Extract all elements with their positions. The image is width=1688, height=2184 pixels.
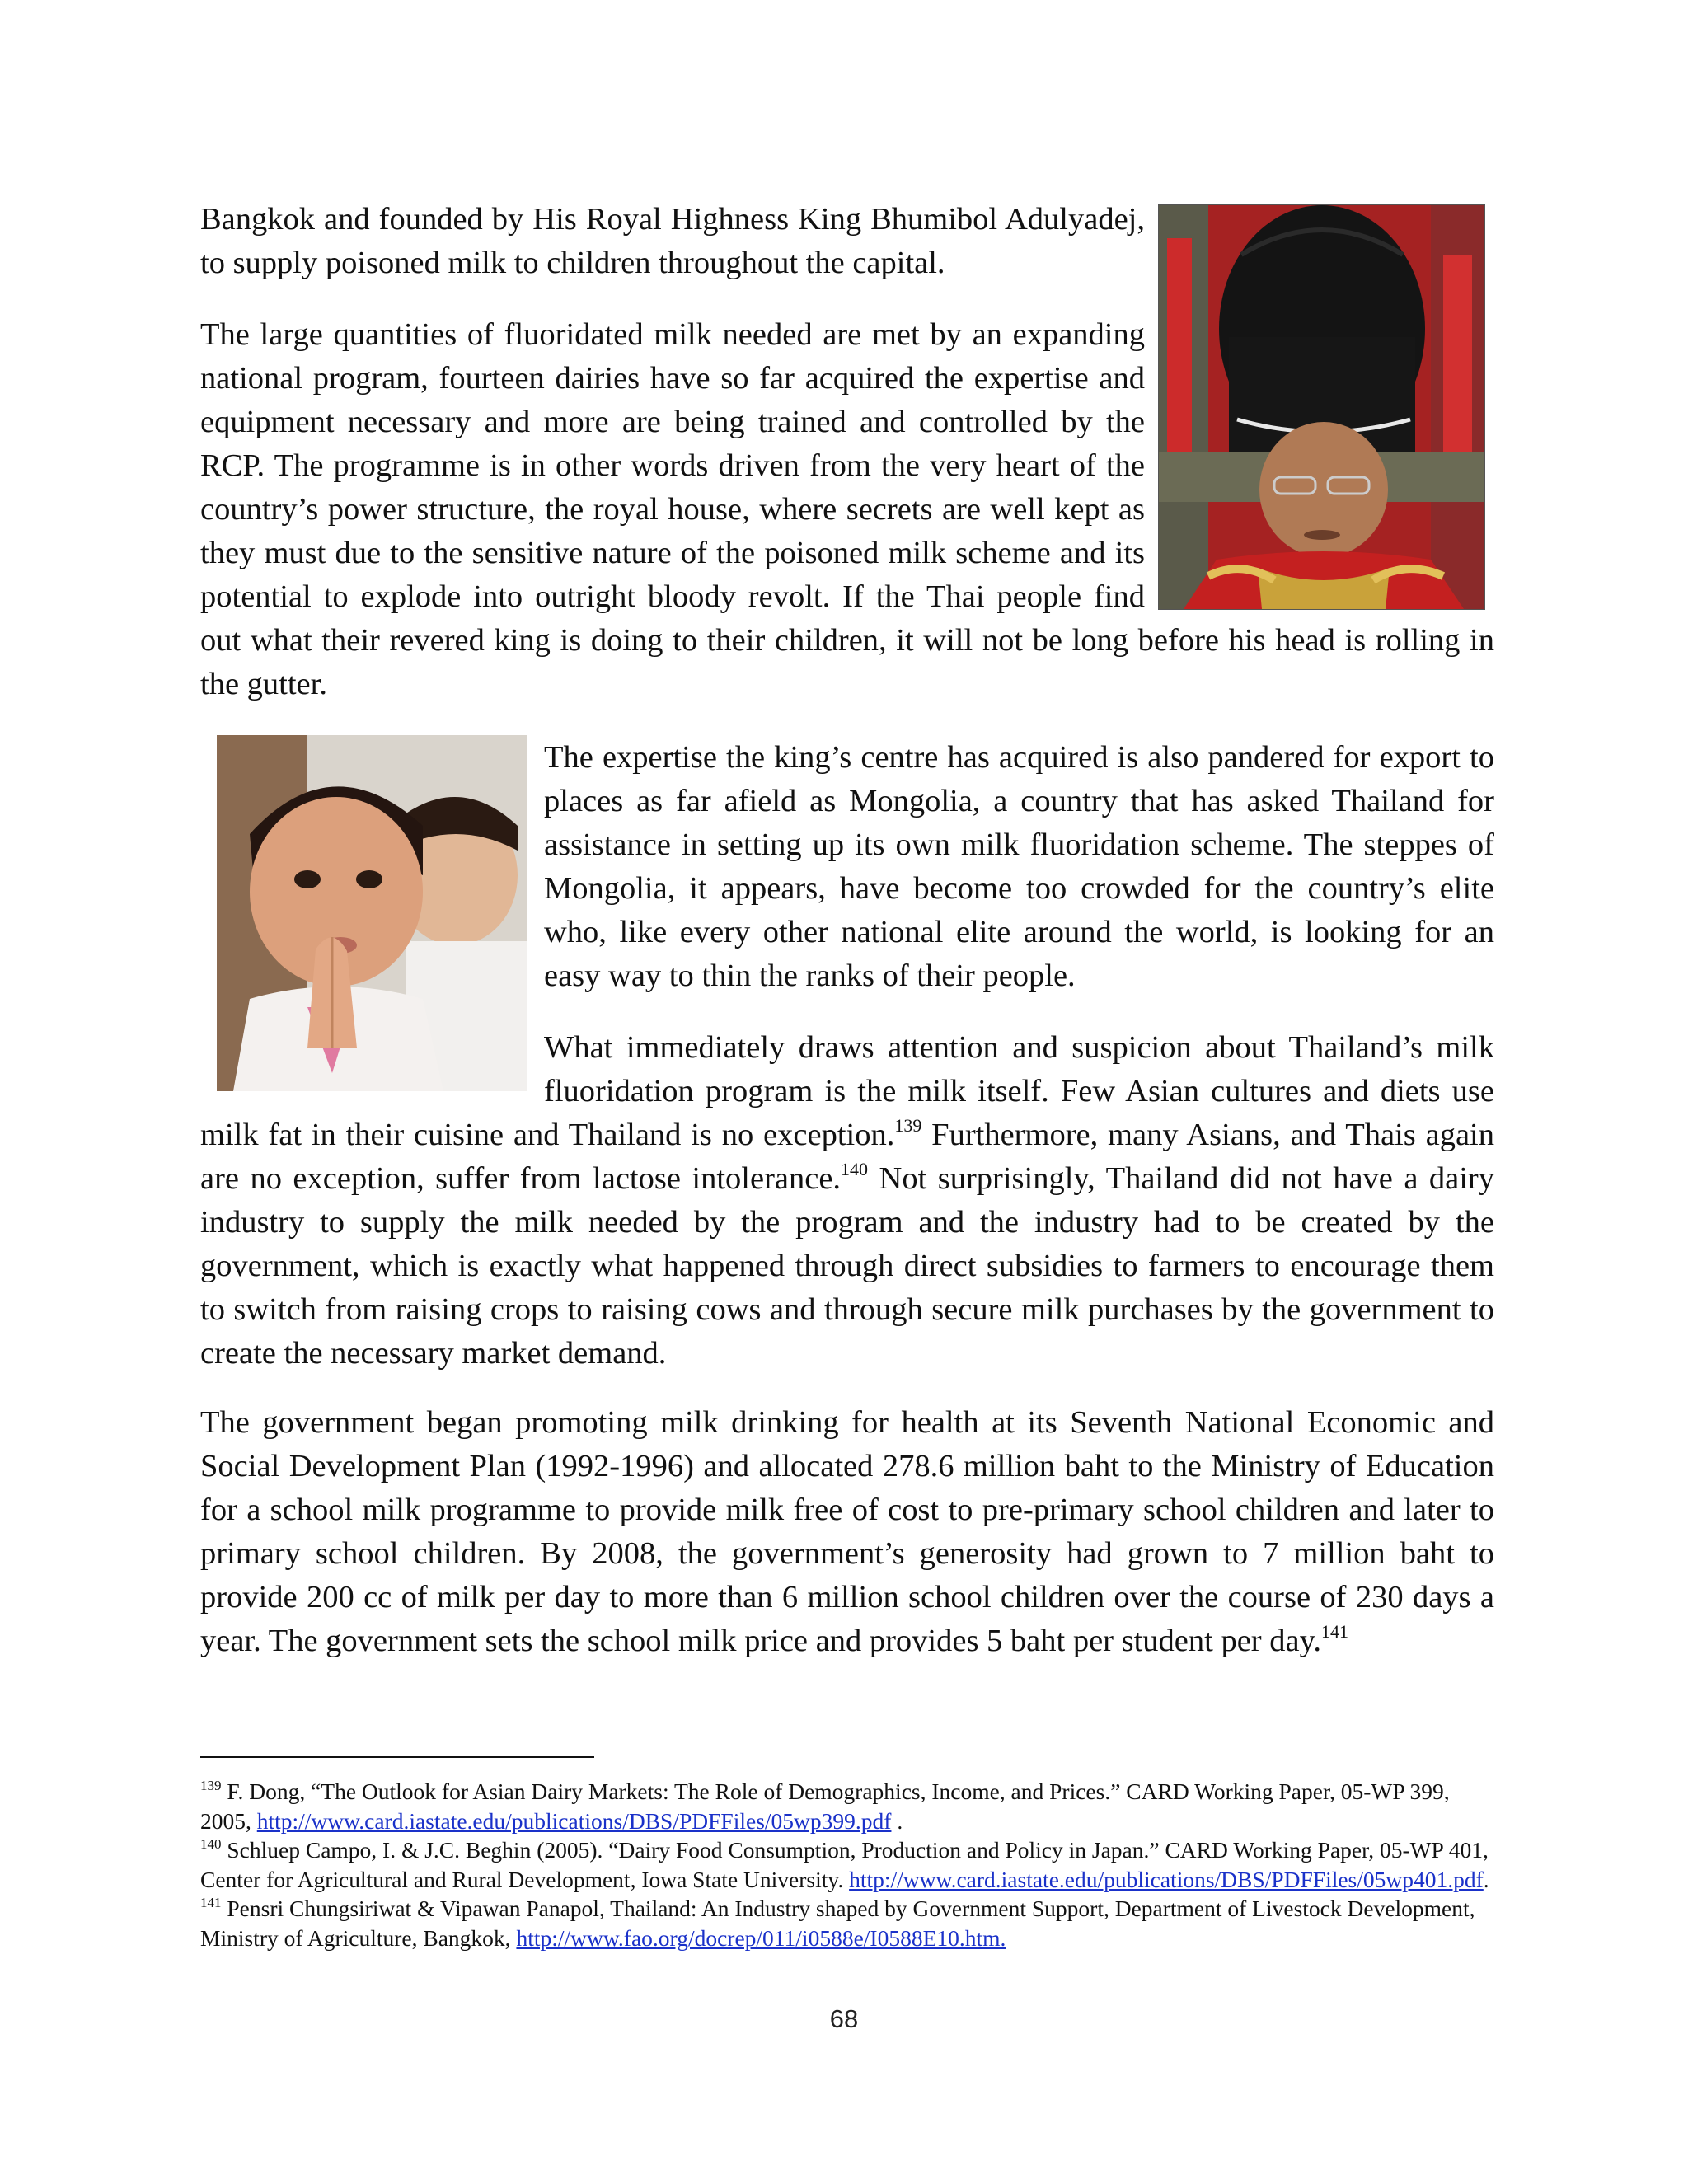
footnote-140 — [200, 1835, 1494, 1894]
footnote-139 — [200, 1777, 1494, 1835]
footnote-ref-141[interactable]: 141 — [1320, 1621, 1348, 1642]
paragraph-1-text: Bangkok and founded by His Royal Highness King Bhumibol Adulyadej, to supply poisoned milk to children throughout the capital. — [200, 202, 1145, 280]
footnote-number: 141 — [200, 1895, 222, 1910]
footnote-text: Pensri Chungsiriwat & Vipawan Panapol, Thailand: An Industry shaped by Government Support, Department of Livestock Development, Ministry of Agriculture, Bangkok, — [200, 1896, 1475, 1951]
footnote-link[interactable]: http://www.card.iastate.edu/publications/DBS/PDFFiles/05wp401.pdf — [849, 1866, 1484, 1892]
paragraph-4-text-c: Not surprisingly, Thailand did not have a dairy industry to supply the milk needed by the program and the industry had to be created by the government, which is exactly what happened through direct subsidies to farmers to encourage them to switch from raising crops to raising cows and through secure milk purchases by the government to create the necessary market demand. — [200, 1161, 1495, 1371]
footnote-text: F. Dong, “The Outlook for Asian Dairy Markets: The Role of Demographics, Income, and Prices.” CARD Working Paper, 05-WP 399, 2005, — [200, 1779, 1450, 1834]
paragraph-4-text-a: What immediately draws attention and suspicion about Thailand’s milk fluoridation program is the milk itself. Few Asian cultures and diets use milk fat in their cuisine and Thailand is no exception. — [200, 1030, 1494, 1152]
page-number: 68 — [829, 2004, 859, 2033]
footnote-number: 139 — [200, 1778, 222, 1793]
footnote-number: 140 — [200, 1836, 222, 1852]
footnote-separator — [200, 1756, 594, 1758]
paragraph-2-text: The large quantities of fluoridated milk needed are met by an expanding national program, fourteen dairies have so far acquired the expertise and equipment necessary and more are being trained and controlled by the RCP. The programme is in other words driven from the very heart of the country’s power structure, the royal house, where secrets are well kept as they must due to the sensitive nature of the poisoned milk scheme and its potential to explode into outright bloody revolt. If the Thai people find out what their revered king is doing to their children, it will not be long before his head is rolling in the gutter. — [200, 317, 1494, 701]
paragraph-4 — [200, 1026, 1494, 1376]
footnote-ref-140[interactable]: 140 — [841, 1159, 869, 1179]
footnote-link[interactable]: http://www.card.iastate.edu/publications/DBS/PDFFiles/05wp399.pdf — [256, 1807, 892, 1834]
paragraph-5-text: The government began promoting milk drinking for health at its Seventh National Economic and Social Development Plan (1992-1996) and allocated 278.6 million baht to the Ministry of Education for a school milk programme to provide milk free of cost to pre-primary school children and later to primary school children. By 2008, the government’s generosity had grown to 7 million baht to provide 200 cc of milk per day to more than 6 million school children over the course of 230 days a year. The government sets the school milk price and provides 5 baht per student per day. — [200, 1405, 1494, 1658]
paragraph-3-text: The expertise the king’s centre has acquired is also pandered for export to places as far afield as Mongolia, a country that has asked Thailand for assistance in setting up its own milk fluoridation scheme. The steppes of Mongolia, it appears, have become too crowded for the country’s elite who, like every other national elite around the world, is looking for an easy way to thin the ranks of their people. — [544, 740, 1494, 993]
paragraph-3 — [200, 736, 1494, 1000]
footnote-after: . — [1483, 1866, 1489, 1892]
footnote-after: . — [891, 1807, 903, 1834]
footnote-link[interactable]: http://www.fao.org/docrep/011/i0588e/I0588E10.htm. — [516, 1924, 1006, 1951]
paragraph-2 — [200, 313, 1494, 706]
paragraph-5 — [200, 1401, 1494, 1663]
footnote-text: Schluep Campo, I. & J.C. Beghin (2005). “Dairy Food Consumption, Production and Policy in Japan.” CARD Working Paper, 05-WP 401, Center for Agricultural and Rural Development, Iowa State University. — [200, 1837, 1489, 1892]
footnote-ref-139[interactable]: 139 — [894, 1115, 922, 1136]
footnote-141 — [200, 1894, 1494, 1952]
footnotes — [200, 1777, 1494, 1952]
paragraph-4-text-b: Furthermore, many Asians, and Thais again are no exception, suffer from lactose intolerance. — [200, 1118, 1494, 1196]
